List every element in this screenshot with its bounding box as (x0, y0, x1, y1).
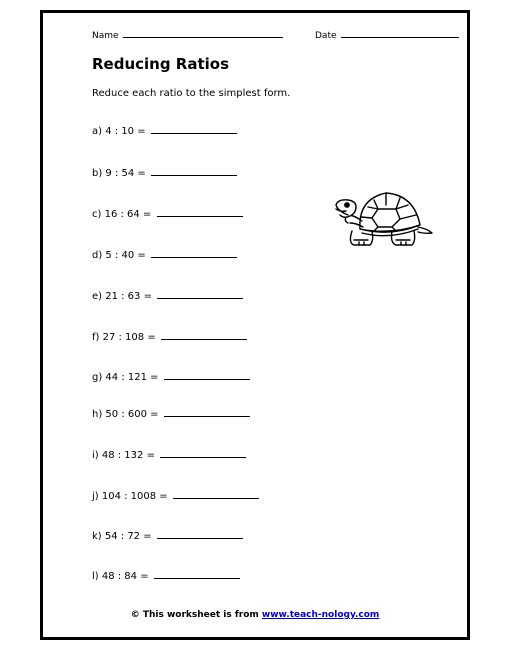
problem-text: f) 27 : 108 = (92, 332, 156, 343)
problem-f (92, 331, 247, 343)
problem-a (92, 125, 237, 137)
problem-b (92, 167, 237, 179)
problem-text: j) 104 : 1008 = (92, 491, 168, 502)
problem-text: k) 54 : 72 = (92, 531, 152, 542)
problem-l (92, 570, 240, 582)
date-line (341, 28, 459, 38)
date-label: Date (315, 31, 337, 41)
instructions: Reduce each ratio to the simplest form. (92, 88, 291, 99)
problem-text: h) 50 : 600 = (92, 409, 159, 420)
footer-credit (0, 610, 510, 620)
answer-blank (151, 249, 237, 258)
answer-blank (151, 167, 237, 176)
problem-text: l) 48 : 84 = (92, 571, 149, 582)
answer-blank (154, 570, 240, 579)
answer-blank (173, 490, 259, 499)
answer-blank (157, 290, 243, 299)
name-line (123, 28, 283, 38)
answer-blank (161, 331, 247, 340)
answer-blank (157, 208, 243, 217)
answer-blank (164, 408, 250, 417)
answer-blank (160, 449, 246, 458)
problem-k (92, 530, 243, 542)
problem-g (92, 371, 250, 383)
answer-blank (157, 530, 243, 539)
problem-d (92, 249, 237, 261)
date-field (315, 28, 459, 41)
problem-h (92, 408, 250, 420)
problem-j (92, 490, 259, 502)
problem-i (92, 449, 246, 461)
turtle-illustration (330, 185, 435, 250)
problem-text: a) 4 : 10 = (92, 126, 146, 137)
worksheet-border (40, 10, 470, 640)
problem-text: e) 21 : 63 = (92, 291, 152, 302)
problem-c (92, 208, 243, 220)
name-field (92, 28, 283, 41)
problem-text: g) 44 : 121 = (92, 372, 159, 383)
problem-text: d) 5 : 40 = (92, 250, 146, 261)
footer-text: © This worksheet is from (130, 610, 259, 620)
problem-text: b) 9 : 54 = (92, 168, 146, 179)
answer-blank (151, 125, 237, 134)
answer-blank (164, 371, 250, 380)
name-label: Name (92, 31, 119, 41)
problem-e (92, 290, 243, 302)
footer-link[interactable]: www.teach-nology.com (261, 610, 380, 620)
worksheet-title: Reducing Ratios (92, 55, 230, 73)
problem-text: i) 48 : 132 = (92, 450, 155, 461)
problem-text: c) 16 : 64 = (92, 209, 152, 220)
